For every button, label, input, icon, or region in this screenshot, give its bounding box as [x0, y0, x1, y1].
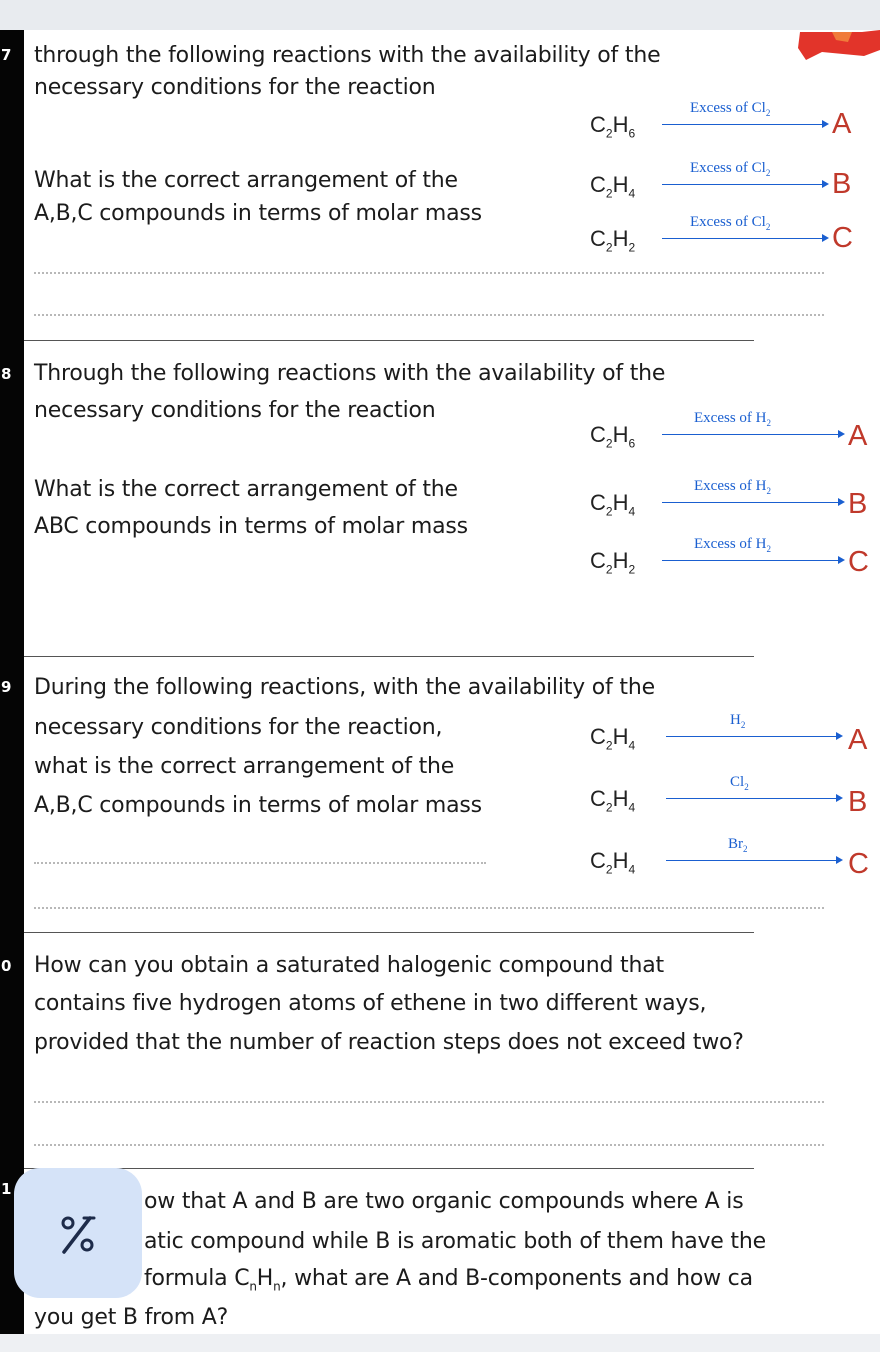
reactant-formula: $C_2H_4$ — [590, 785, 636, 814]
floating-action-badge[interactable] — [14, 1168, 142, 1298]
reactant-formula: $C_2H_4$ — [590, 847, 636, 876]
percent-slash-icon — [54, 1210, 102, 1258]
question-number: 0 — [1, 957, 12, 975]
reaction-arrow — [662, 238, 822, 239]
product-label: B — [832, 168, 852, 200]
product-label: A — [848, 724, 868, 756]
reaction-condition: $Cl_2$ — [730, 774, 749, 792]
question-text-line: necessary conditions for the reaction — [34, 75, 436, 100]
product-label: A — [848, 420, 868, 452]
question-text-line: necessary conditions for the reaction — [34, 398, 436, 423]
reaction — [590, 408, 880, 456]
answer-line[interactable] — [34, 1144, 824, 1146]
reactant-formula: $C_2H_2$ — [590, 547, 636, 576]
reaction-condition: $Br_2$ — [728, 836, 748, 854]
arrow-head-icon — [822, 234, 829, 242]
reaction-arrow — [662, 124, 822, 125]
reaction-condition: Excess of $Cl_2$ — [690, 160, 771, 178]
product-label: A — [832, 108, 852, 140]
product-label: B — [848, 488, 868, 520]
product-label: B — [848, 786, 868, 818]
reaction-condition: Excess of $H_2$ — [694, 478, 771, 496]
question-text-line: A,B,C compounds in terms of molar mass — [34, 201, 482, 226]
flag-decoration-icon — [792, 30, 880, 60]
arrow-head-icon — [838, 430, 845, 438]
question-text-line: How can you obtain a saturated halogenic compound that — [34, 953, 664, 978]
reactant-formula: $C_2H_6$ — [590, 421, 636, 450]
reaction-arrow — [662, 184, 822, 185]
reaction-arrow — [662, 560, 838, 561]
reaction — [590, 98, 880, 146]
answer-line[interactable] — [34, 862, 486, 864]
product-label: C — [832, 222, 853, 254]
answer-line[interactable] — [34, 1101, 824, 1103]
product-label: C — [848, 546, 869, 578]
question-text-line: Through the following reactions with the availability of the — [34, 361, 666, 386]
arrow-head-icon — [836, 794, 843, 802]
arrow-head-icon — [836, 732, 843, 740]
reaction-arrow — [662, 502, 838, 503]
question-text-line: A,B,C compounds in terms of molar mass — [34, 793, 482, 818]
reaction-arrow — [666, 736, 836, 737]
reaction-condition: $H_2$ — [730, 712, 746, 730]
question-text-line: provided that the number of reaction steps does not exceed two? — [34, 1030, 744, 1055]
reaction — [590, 834, 880, 882]
reaction-condition: Excess of $Cl_2$ — [690, 100, 771, 118]
question-text-line: formula $C_nH_n$, what are A and B-components and how ca — [144, 1266, 753, 1294]
answer-line[interactable] — [34, 272, 824, 274]
reaction-condition: Excess of $H_2$ — [694, 410, 771, 428]
question-text-line: What is the correct arrangement of the — [34, 477, 458, 502]
question-text-line: ow that A and B are two organic compounds where A is — [144, 1189, 744, 1214]
question-text-line: through the following reactions with the availability of the — [34, 43, 661, 68]
question-number: 9 — [1, 678, 12, 696]
question-text-line: atic compound while B is aromatic both of them have the — [144, 1229, 766, 1254]
arrow-head-icon — [822, 180, 829, 188]
reaction — [590, 772, 880, 820]
reaction — [590, 534, 880, 582]
arrow-head-icon — [838, 498, 845, 506]
arrow-head-icon — [838, 556, 845, 564]
divider — [24, 932, 754, 933]
reactant-formula: $C_2H_4$ — [590, 489, 636, 518]
divider — [24, 656, 754, 657]
question-number: 7 — [1, 46, 12, 64]
reaction-condition: Excess of $H_2$ — [694, 536, 771, 554]
question-number: 8 — [1, 365, 12, 383]
reactant-formula: $C_2H_2$ — [590, 225, 636, 254]
reaction — [590, 158, 880, 206]
reactant-formula: $C_2H_4$ — [590, 723, 636, 752]
question-text-line: what is the correct arrangement of the — [34, 754, 455, 779]
question-text-line: contains five hydrogen atoms of ethene in two different ways, — [34, 991, 707, 1016]
question-number: 1 — [1, 1180, 12, 1198]
product-label: C — [848, 848, 869, 880]
reactant-formula: $C_2H_6$ — [590, 111, 636, 140]
reaction — [590, 710, 880, 758]
arrow-head-icon — [836, 856, 843, 864]
question-text-line: ABC compounds in terms of molar mass — [34, 514, 468, 539]
reaction-arrow — [666, 860, 836, 861]
reaction-condition: Excess of $Cl_2$ — [690, 214, 771, 232]
bottom-bar — [0, 1334, 880, 1352]
question-text-line: During the following reactions, with the availability of the — [34, 675, 655, 700]
question-text-line: What is the correct arrangement of the — [34, 168, 458, 193]
question-text-line: you get B from A? — [34, 1305, 229, 1330]
divider — [24, 1168, 754, 1169]
reaction-arrow — [662, 434, 838, 435]
arrow-head-icon — [822, 120, 829, 128]
reaction-arrow — [666, 798, 836, 799]
top-bar — [0, 0, 880, 30]
answer-line[interactable] — [34, 907, 824, 909]
divider — [24, 340, 754, 341]
reaction — [590, 476, 880, 524]
reaction — [590, 212, 880, 260]
answer-line[interactable] — [34, 314, 824, 316]
question-text-line: necessary conditions for the reaction, — [34, 715, 443, 740]
reactant-formula: $C_2H_4$ — [590, 171, 636, 200]
